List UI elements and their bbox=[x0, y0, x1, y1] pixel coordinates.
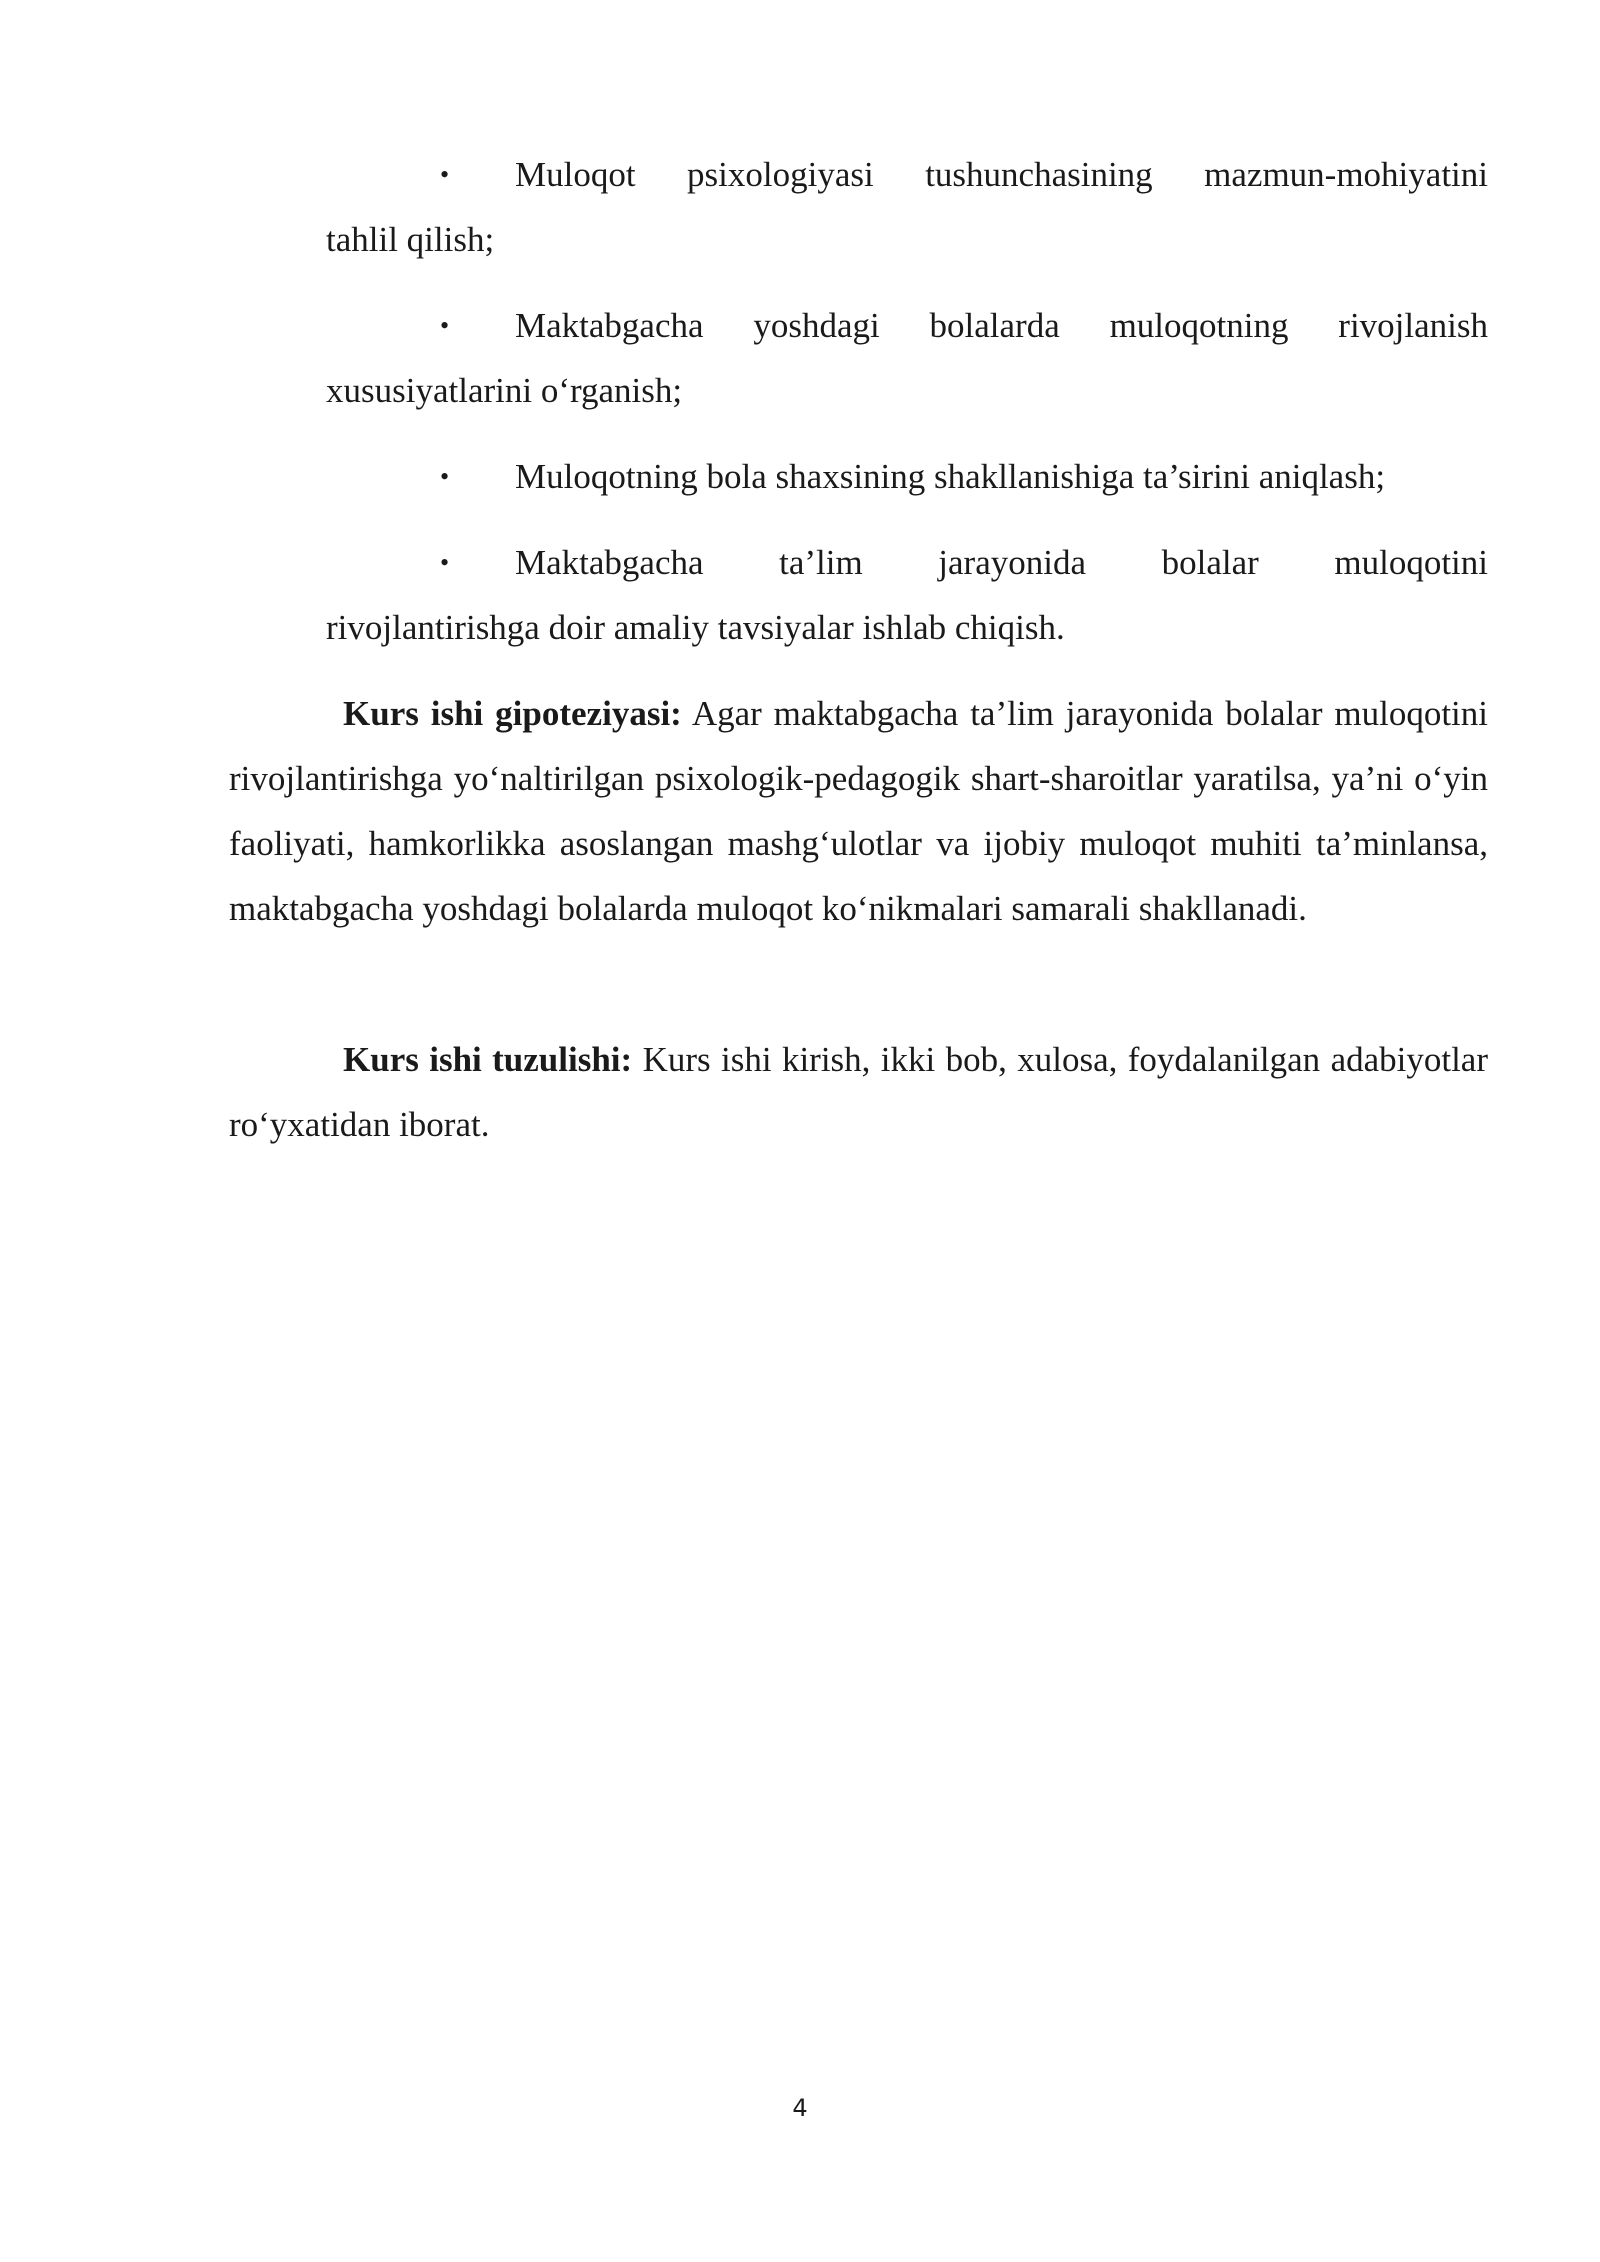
hypothesis-text: Agar maktabgacha ta’lim jarayonida bolalar muloqotini rivojlantirishga yo‘naltirilgan psixologik-pedagogik shart-sharoitlar yaratilsa, ya’ni o‘yin faoliyati, hamkorlikka asoslangan mashg‘ulotlar va ijobiy muloqot muhiti ta’minlansa, maktabgacha yoshdagi bolalarda muloqot ko‘nikmalari samarali shakllanadi. bbox=[229, 694, 1488, 928]
structure-paragraph bbox=[229, 1027, 1488, 1157]
structure-label: Kurs ishi tuzulishi: bbox=[343, 1040, 633, 1079]
bullet-icon: • bbox=[440, 160, 450, 189]
hypothesis-label: Kurs ishi gipoteziyasi: bbox=[343, 694, 682, 733]
list-item-text: Muloqot psixologiyasi tushunchasining mazmun-mohiyatini bbox=[515, 155, 1488, 194]
list-item-first-line bbox=[326, 444, 1488, 509]
page-number: 4 bbox=[792, 2094, 808, 2122]
list-item-text: Muloqotning bola shaxsining shakllanishiga ta’sirini aniqlash; bbox=[515, 457, 1386, 496]
objective-list-item bbox=[326, 530, 1488, 660]
list-item-first-line bbox=[326, 142, 1488, 207]
list-item-text: Maktabgacha yoshdagi bolalarda muloqotning rivojlanish bbox=[515, 306, 1488, 345]
structure-text: Kurs ishi kirish, ikki bob, xulosa, foydalanilgan adabiyotlar ro‘yxatidan iborat. bbox=[229, 1040, 1488, 1144]
bullet-icon: • bbox=[440, 462, 450, 491]
objective-list-item bbox=[326, 444, 1488, 509]
list-item-text: Maktabgacha ta’lim jarayonida bolalar muloqotini bbox=[515, 543, 1488, 582]
objective-list-item bbox=[326, 142, 1488, 272]
bullet-icon: • bbox=[440, 311, 450, 340]
list-item-continuation: rivojlantirishga doir amaliy tavsiyalar ishlab chiqish. bbox=[326, 608, 1065, 647]
list-item-first-line bbox=[326, 530, 1488, 595]
objective-list-item bbox=[326, 293, 1488, 423]
list-item-continuation: xususiyatlarini o‘rganish; bbox=[326, 371, 683, 410]
bullet-icon: • bbox=[440, 548, 450, 577]
hypothesis-paragraph bbox=[229, 681, 1488, 941]
list-item-continuation: tahlil qilish; bbox=[326, 220, 495, 259]
list-item-first-line bbox=[326, 293, 1488, 358]
